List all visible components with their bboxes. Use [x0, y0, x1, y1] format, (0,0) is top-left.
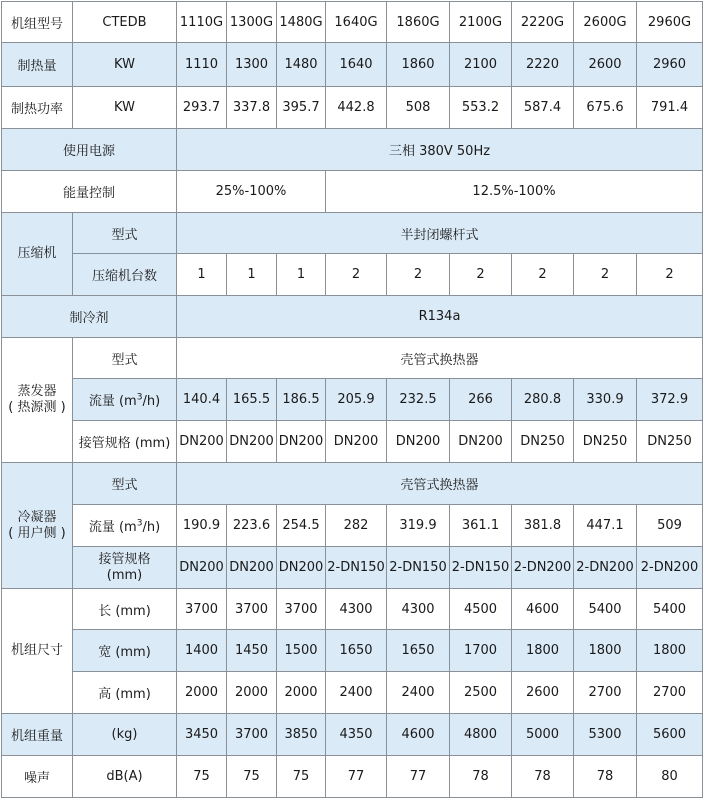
noise-row — [2, 756, 703, 798]
spec-table — [1, 1, 703, 798]
weight-label: 机组重量 — [2, 714, 73, 756]
condenser-flow-value: 509 — [637, 505, 703, 547]
compressor-count-row — [2, 254, 703, 296]
condenser-flow-row — [2, 505, 703, 547]
weight-value: 4800 — [450, 714, 512, 756]
evaporator-flow-label — [73, 379, 177, 421]
condenser-pipe-value: DN200 — [177, 547, 227, 589]
refrigerant-row — [2, 296, 703, 338]
width-value: 1800 — [512, 630, 574, 672]
noise-value: 78 — [574, 756, 637, 798]
noise-value: 77 — [387, 756, 450, 798]
noise-value: 78 — [512, 756, 574, 798]
length-value: 4300 — [326, 589, 387, 630]
model-label: 机组型号 — [2, 2, 73, 43]
refrigerant-label: 制冷剂 — [2, 296, 177, 338]
model-value: 1860G — [387, 2, 450, 43]
width-value: 1700 — [450, 630, 512, 672]
heating-capacity-unit: KW — [73, 43, 177, 87]
model-value: 2100G — [450, 2, 512, 43]
noise-unit: dB(A) — [73, 756, 177, 798]
condenser-pipe-value: DN200 — [277, 547, 326, 589]
condenser-pipe-value: 2-DN200 — [574, 547, 637, 589]
condenser-pipe-label-1: 接管规格 — [98, 551, 151, 567]
heating-power-value: 508 — [387, 87, 450, 129]
width-value: 1500 — [277, 630, 326, 672]
condenser-group-label-1: 冷凝器 — [17, 509, 57, 525]
heating-power-value: 442.8 — [326, 87, 387, 129]
model-value: 1640G — [326, 2, 387, 43]
height-value: 2400 — [326, 672, 387, 714]
width-value: 1800 — [574, 630, 637, 672]
condenser-flow-label-sup: 3 — [136, 518, 143, 529]
condenser-group-label — [2, 463, 73, 589]
evaporator-type-label: 型式 — [73, 338, 177, 379]
compressor-count-value: 1 — [277, 254, 326, 296]
width-value: 1650 — [387, 630, 450, 672]
noise-value: 80 — [637, 756, 703, 798]
noise-value: 77 — [326, 756, 387, 798]
model-value: 1300G — [227, 2, 277, 43]
evaporator-pipe-value: DN250 — [512, 421, 574, 463]
noise-value: 75 — [227, 756, 277, 798]
heating-capacity-value: 2600 — [574, 43, 637, 87]
weight-value: 5600 — [637, 714, 703, 756]
condenser-pipe-label-2: (mm) — [106, 567, 143, 583]
capacity-control-value-a: 25%-100% — [177, 171, 326, 213]
capacity-control-value-b: 12.5%-100% — [326, 171, 703, 213]
evaporator-flow-label-end: /h) — [142, 394, 161, 409]
heating-capacity-label: 制热量 — [2, 43, 73, 87]
height-value: 2500 — [450, 672, 512, 714]
heating-power-unit: KW — [73, 87, 177, 129]
height-row — [2, 672, 703, 714]
evaporator-flow-row — [2, 379, 703, 421]
width-value: 1450 — [227, 630, 277, 672]
compressor-type-row — [2, 213, 703, 254]
width-value: 1800 — [637, 630, 703, 672]
weight-value: 3450 — [177, 714, 227, 756]
evaporator-flow-value: 186.5 — [277, 379, 326, 421]
heating-power-row — [2, 87, 703, 129]
capacity-control-label: 能量控制 — [2, 171, 177, 213]
noise-label: 噪声 — [2, 756, 73, 798]
evaporator-pipe-value: DN200 — [326, 421, 387, 463]
evaporator-group-label-1: 蒸发器 — [17, 384, 57, 399]
evaporator-pipe-value: DN200 — [450, 421, 512, 463]
evaporator-pipe-value: DN200 — [277, 421, 326, 463]
heating-capacity-value: 2100 — [450, 43, 512, 87]
compressor-count-value: 2 — [637, 254, 703, 296]
height-value: 2700 — [637, 672, 703, 714]
heating-power-value: 587.4 — [512, 87, 574, 129]
length-value: 4300 — [387, 589, 450, 630]
condenser-pipe-value: 2-DN200 — [637, 547, 703, 589]
compressor-count-value: 2 — [574, 254, 637, 296]
evaporator-flow-value: 165.5 — [227, 379, 277, 421]
condenser-pipe-label — [73, 547, 177, 589]
condenser-type-value: 壳管式换热器 — [177, 463, 703, 505]
condenser-flow-label — [73, 505, 177, 547]
power-supply-value: 三相 380V 50Hz — [177, 129, 703, 171]
evaporator-flow-value: 232.5 — [387, 379, 450, 421]
model-unit: CTEDB — [73, 2, 177, 43]
length-value: 5400 — [637, 589, 703, 630]
condenser-flow-value: 381.8 — [512, 505, 574, 547]
condenser-type-row — [2, 463, 703, 505]
width-row — [2, 630, 703, 672]
compressor-type-value: 半封闭螺杆式 — [177, 213, 703, 254]
evaporator-group-label — [2, 338, 73, 463]
model-row — [2, 2, 703, 43]
weight-value: 5000 — [512, 714, 574, 756]
length-value: 3700 — [277, 589, 326, 630]
compressor-group-label: 压缩机 — [2, 213, 73, 296]
model-value: 1110G — [177, 2, 227, 43]
capacity-control-row — [2, 171, 703, 213]
condenser-flow-label-end: /h) — [142, 520, 161, 535]
model-value: 2600G — [574, 2, 637, 43]
weight-unit: (kg) — [73, 714, 177, 756]
noise-value: 75 — [277, 756, 326, 798]
condenser-flow-value: 447.1 — [574, 505, 637, 547]
heating-capacity-value: 2220 — [512, 43, 574, 87]
width-label: 宽 (mm) — [73, 630, 177, 672]
compressor-count-value: 2 — [387, 254, 450, 296]
heating-power-value: 791.4 — [637, 87, 703, 129]
width-value: 1650 — [326, 630, 387, 672]
evaporator-flow-value: 205.9 — [326, 379, 387, 421]
heating-capacity-value: 1480 — [277, 43, 326, 87]
width-value: 1400 — [177, 630, 227, 672]
evaporator-flow-value: 330.9 — [574, 379, 637, 421]
model-value: 2220G — [512, 2, 574, 43]
weight-value: 3700 — [227, 714, 277, 756]
height-value: 2000 — [277, 672, 326, 714]
length-value: 3700 — [227, 589, 277, 630]
length-label: 长 (mm) — [73, 589, 177, 630]
height-value: 2700 — [574, 672, 637, 714]
condenser-pipe-value: 2-DN150 — [326, 547, 387, 589]
condenser-pipe-value: 2-DN150 — [387, 547, 450, 589]
length-value: 5400 — [574, 589, 637, 630]
evaporator-flow-value: 280.8 — [512, 379, 574, 421]
evaporator-flow-value: 140.4 — [177, 379, 227, 421]
length-value: 4500 — [450, 589, 512, 630]
heating-power-value: 395.7 — [277, 87, 326, 129]
evaporator-type-row — [2, 338, 703, 379]
evaporator-flow-label-text: 流量 (m — [88, 394, 137, 409]
weight-value: 4350 — [326, 714, 387, 756]
heating-power-value: 553.2 — [450, 87, 512, 129]
evaporator-type-value: 壳管式换热器 — [177, 338, 703, 379]
evaporator-pipe-value: DN200 — [387, 421, 450, 463]
power-supply-row — [2, 129, 703, 171]
evaporator-flow-value: 372.9 — [637, 379, 703, 421]
condenser-flow-value: 223.6 — [227, 505, 277, 547]
compressor-count-value: 1 — [227, 254, 277, 296]
noise-value: 75 — [177, 756, 227, 798]
condenser-flow-value: 319.9 — [387, 505, 450, 547]
noise-value: 78 — [450, 756, 512, 798]
evaporator-pipe-value: DN200 — [177, 421, 227, 463]
model-value: 1480G — [277, 2, 326, 43]
evaporator-pipe-value: DN200 — [227, 421, 277, 463]
condenser-flow-value: 190.9 — [177, 505, 227, 547]
heating-capacity-value: 1860 — [387, 43, 450, 87]
refrigerant-value: R134a — [177, 296, 703, 338]
evaporator-pipe-value: DN250 — [637, 421, 703, 463]
condenser-flow-value: 254.5 — [277, 505, 326, 547]
heating-power-label: 制热功率 — [2, 87, 73, 129]
heating-capacity-value: 1640 — [326, 43, 387, 87]
heating-power-value: 293.7 — [177, 87, 227, 129]
heating-capacity-value: 1110 — [177, 43, 227, 87]
condenser-pipe-value: 2-DN150 — [450, 547, 512, 589]
condenser-pipe-value: 2-DN200 — [512, 547, 574, 589]
weight-value: 3850 — [277, 714, 326, 756]
heating-power-value: 337.8 — [227, 87, 277, 129]
condenser-pipe-row — [2, 547, 703, 589]
condenser-flow-value: 282 — [326, 505, 387, 547]
weight-value: 5300 — [574, 714, 637, 756]
evaporator-flow-label-sup: 3 — [136, 392, 143, 403]
condenser-flow-value: 361.1 — [450, 505, 512, 547]
evaporator-pipe-value: DN250 — [574, 421, 637, 463]
heating-capacity-row — [2, 43, 703, 87]
evaporator-pipe-label: 接管规格 (mm) — [73, 421, 177, 463]
compressor-count-value: 1 — [177, 254, 227, 296]
condenser-type-label: 型式 — [73, 463, 177, 505]
evaporator-pipe-row — [2, 421, 703, 463]
height-label: 高 (mm) — [73, 672, 177, 714]
dimensions-group-label: 机组尺寸 — [2, 589, 73, 714]
height-value: 2400 — [387, 672, 450, 714]
heating-capacity-value: 1300 — [227, 43, 277, 87]
height-value: 2000 — [227, 672, 277, 714]
length-value: 3700 — [177, 589, 227, 630]
height-value: 2000 — [177, 672, 227, 714]
length-value: 4600 — [512, 589, 574, 630]
compressor-count-value: 2 — [450, 254, 512, 296]
condenser-group-label-2: ( 用户侧 ) — [8, 525, 66, 541]
evaporator-flow-value: 266 — [450, 379, 512, 421]
condenser-flow-label-text: 流量 (m — [88, 520, 137, 535]
compressor-count-value: 2 — [512, 254, 574, 296]
length-row — [2, 589, 703, 630]
compressor-count-value: 2 — [326, 254, 387, 296]
compressor-count-label: 压缩机台数 — [73, 254, 177, 296]
compressor-type-label: 型式 — [73, 213, 177, 254]
heating-capacity-value: 2960 — [637, 43, 703, 87]
weight-value: 4600 — [387, 714, 450, 756]
power-supply-label: 使用电源 — [2, 129, 177, 171]
model-value: 2960G — [637, 2, 703, 43]
heating-power-value: 675.6 — [574, 87, 637, 129]
height-value: 2600 — [512, 672, 574, 714]
condenser-pipe-value: DN200 — [227, 547, 277, 589]
evaporator-group-label-2: ( 热源测 ) — [8, 400, 66, 415]
weight-row — [2, 714, 703, 756]
